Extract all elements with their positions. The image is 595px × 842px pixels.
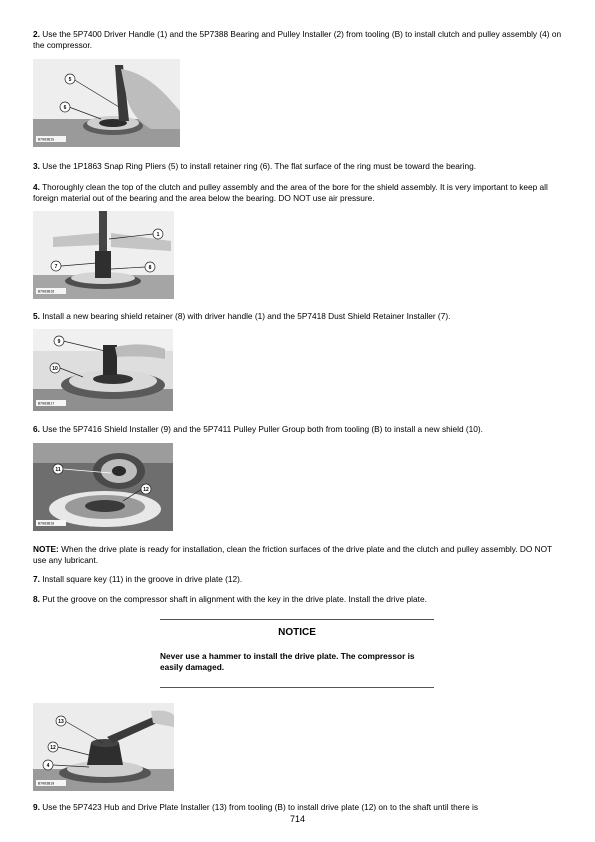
step-3 — [33, 161, 563, 172]
notice-top-rule — [160, 619, 434, 620]
step-text: Use the 5P7416 Shield Installer (9) and the 5P7411 Pulley Puller Group both from tooling (B) to install a new shield (10). — [42, 424, 483, 434]
figure-snap-ring-install — [33, 59, 180, 147]
callout-label: 13 — [58, 718, 64, 725]
step-number: 6. — [33, 424, 40, 434]
callout-label: 6 — [63, 104, 67, 111]
figure-tag: B7083B18 — [38, 522, 55, 527]
figure-tag: B7083B19 — [38, 782, 55, 787]
step-text: Use the 1P1863 Snap Ring Pliers (5) to install retainer ring (6). The flat surface of the ring must be toward the bearing. — [42, 161, 477, 171]
step-text: Install square key (11) in the groove in drive plate (12). — [42, 574, 243, 584]
step-number: 2. — [33, 29, 40, 39]
step-6 — [33, 424, 563, 435]
step-number: 9. — [33, 802, 40, 812]
step-text: Install a new bearing shield retainer (8) with driver handle (1) and the 5P7418 Dust Shield Retainer Installer (7). — [42, 311, 451, 321]
step-9 — [33, 802, 563, 813]
note — [33, 544, 563, 565]
figure-tag: B7083B17 — [38, 402, 55, 407]
callout-label: 12 — [143, 486, 149, 493]
callout-label: 9 — [57, 338, 61, 345]
figure-drive-plate-install — [33, 703, 174, 791]
step-number: 3. — [33, 161, 40, 171]
notice-bottom-rule — [160, 687, 434, 688]
callout-label: 4 — [46, 762, 50, 769]
callout-label: 1 — [156, 231, 160, 238]
callout-label: 10 — [52, 365, 58, 372]
step-text: Thoroughly clean the top of the clutch and pulley assembly and the area of the bore for the shield assembly. It is very important to keep all foreign material out of the bearing and the area below the bearing. DO NOT use air pressure. — [33, 182, 548, 203]
notice-text: Never use a hammer to install the drive plate. The compressor is easily damaged. — [160, 651, 415, 672]
callout-label: 12 — [50, 744, 56, 751]
page-number: 714 — [289, 814, 306, 824]
callout-label: 11 — [55, 466, 61, 473]
figure-square-key — [33, 443, 173, 531]
step-4 — [33, 182, 563, 203]
notice-title: NOTICE — [278, 627, 316, 638]
callout-label: 7 — [54, 263, 58, 270]
figure-shield-installer — [33, 329, 173, 411]
note-text: When the drive plate is ready for installation, clean the friction surfaces of the drive plate and the clutch and pulley assembly. DO NOT use any lubricant. — [33, 544, 552, 565]
step-number: 8. — [33, 594, 40, 604]
step-8 — [33, 594, 563, 605]
figure-shield-retainer-install — [33, 211, 174, 299]
step-number: 5. — [33, 311, 40, 321]
step-number: 4. — [33, 182, 40, 192]
figure-tag: B7083B15 — [38, 138, 55, 143]
note-label: NOTE: — [33, 544, 59, 554]
step-text: Use the 5P7423 Hub and Drive Plate Installer (13) from tooling (B) to install drive plate (12) on to the shaft until there is — [42, 802, 479, 812]
callout-label: 8 — [148, 264, 152, 271]
step-text: Put the groove on the compressor shaft in alignment with the key in the drive plate. Install the drive plate. — [42, 594, 427, 604]
step-7 — [33, 574, 563, 585]
step-text: Use the 5P7400 Driver Handle (1) and the 5P7388 Bearing and Pulley Installer (2) from tooling (B) to install clutch and pulley assembly (4) on the compressor. — [33, 29, 562, 50]
step-5 — [33, 311, 563, 322]
step-2 — [33, 29, 563, 50]
callout-label: 5 — [68, 76, 72, 83]
figure-tag: B7083B16 — [38, 290, 55, 295]
step-number: 7. — [33, 574, 40, 584]
